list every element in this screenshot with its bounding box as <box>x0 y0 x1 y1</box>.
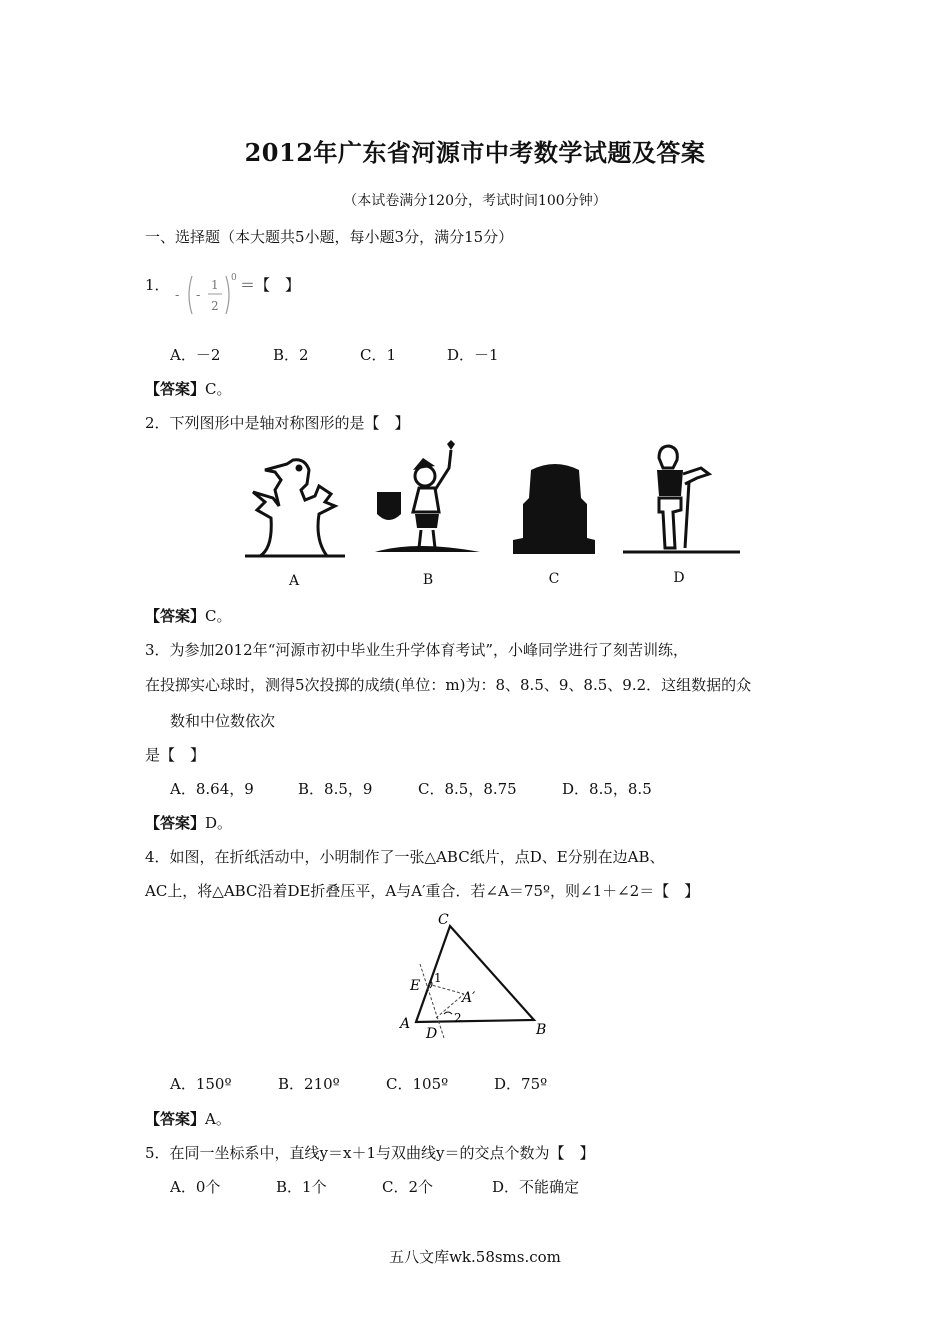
q1-answer-value: C。 <box>205 380 232 398</box>
answer-tag: 【答案】 <box>145 814 206 832</box>
answer-tag: 【答案】 <box>145 1110 206 1128</box>
section-heading: 一、选择题（本大题共5小题，每小题3分，满分15分） <box>145 228 514 246</box>
q3-answer-value: D。 <box>205 814 233 832</box>
q1-option-c: C．1 <box>360 346 397 364</box>
q2-figure-a <box>245 460 345 556</box>
exam-subtitle: （本试卷满分120分，考试时间100分钟） <box>343 193 607 209</box>
q1-option-b: B．2 <box>273 346 309 364</box>
q3-option-c: C．8.5，8.75 <box>418 780 517 798</box>
q3-line-3: 数和中位数依次 <box>170 712 276 730</box>
q2-figure-c <box>513 464 595 554</box>
q4-label-1: 1 <box>434 971 442 985</box>
q2-figures <box>235 440 745 565</box>
q3-options <box>170 778 652 799</box>
q2-label-a: A <box>288 573 300 589</box>
q1-numerator: 1 <box>211 278 219 292</box>
q1-option-a: A．－2 <box>170 346 221 364</box>
q5-options <box>170 1176 579 1197</box>
q3-line-1: 3．为参加2012年“河源市初中毕业生升学体育考试”，小峰同学进行了刻苦训练， <box>145 641 689 659</box>
q4-option-b: B．210º <box>278 1075 340 1093</box>
q2-label-c: C <box>548 571 560 587</box>
q2-figure-d <box>623 446 740 552</box>
q2-answer <box>145 605 232 626</box>
q3-answer <box>145 812 232 833</box>
q1-exponent: 0 <box>231 273 237 283</box>
q5-option-a: A．0个 <box>170 1178 221 1196</box>
q4-options <box>170 1073 547 1094</box>
q4-label-b: B <box>536 1022 547 1038</box>
q2-figure-b <box>375 440 480 552</box>
q4-label-aprime: A′ <box>462 990 476 1006</box>
q4-label-c: C <box>438 912 449 928</box>
q4-label-2: 2 <box>454 1011 462 1025</box>
q5-option-c: C．2个 <box>382 1178 434 1196</box>
q2-label-d: D <box>673 570 685 586</box>
answer-tag: 【答案】 <box>145 380 206 398</box>
q1-answer <box>145 378 232 399</box>
q1-outer-neg: - <box>175 288 180 303</box>
q5-question: 5．在同一坐标系中，直线y＝x＋1与双曲线y＝的交点个数为【 】 <box>145 1144 595 1162</box>
q1-option-d: D．－1 <box>447 346 499 364</box>
q1-denominator: 2 <box>211 299 219 313</box>
q3-option-d: D．8.5，8.5 <box>562 780 652 798</box>
q1-tail: ＝【 】 <box>240 276 301 294</box>
q4-option-d: D．75º <box>494 1075 548 1093</box>
q3-line-4: 是【 】 <box>145 746 206 764</box>
q1-inner-neg: - <box>196 288 201 303</box>
q4-figure <box>392 910 557 1045</box>
q4-option-a: A．150º <box>170 1075 232 1093</box>
q4-line-2: AC上，将△ABC沿着DE折叠压平，A与A′重合．若∠A＝75º，则∠1＋∠2＝【 】 <box>145 882 700 900</box>
q4-label-d: D <box>426 1026 438 1042</box>
q4-answer <box>145 1108 231 1129</box>
q5-option-d: D．不能确定 <box>492 1178 580 1196</box>
q3-option-b: B．8.5，9 <box>298 780 373 798</box>
q2-answer-value: C。 <box>205 607 232 625</box>
page-title: 2012年广东省河源市中考数学试题及答案 <box>244 138 706 167</box>
answer-tag: 【答案】 <box>145 607 206 625</box>
q4-label-e: E <box>410 978 421 994</box>
q3-line-2: 在投掷实心球时，测得5次投掷的成绩(单位：m)为：8、8.5、9、8.5、9.2．这组数据的众 <box>145 676 752 694</box>
q1-number: 1． <box>145 276 170 294</box>
q4-option-c: C．105º <box>386 1075 449 1093</box>
q5-option-b: B．1个 <box>276 1178 327 1196</box>
q2-label-b: B <box>422 572 434 588</box>
q1-options <box>170 344 499 365</box>
q4-line-1: 4．如图，在折纸活动中，小明制作了一张△ABC纸片，点D、E分别在边AB、 <box>145 848 665 866</box>
q3-option-a: A．8.64，9 <box>170 780 254 798</box>
page-footer: 五八文库wk.58sms.com <box>389 1248 561 1266</box>
q4-answer-value: A。 <box>205 1110 231 1128</box>
q4-label-a: A <box>400 1016 411 1032</box>
q2-question: 2．下列图形中是轴对称图形的是【 】 <box>145 414 410 432</box>
